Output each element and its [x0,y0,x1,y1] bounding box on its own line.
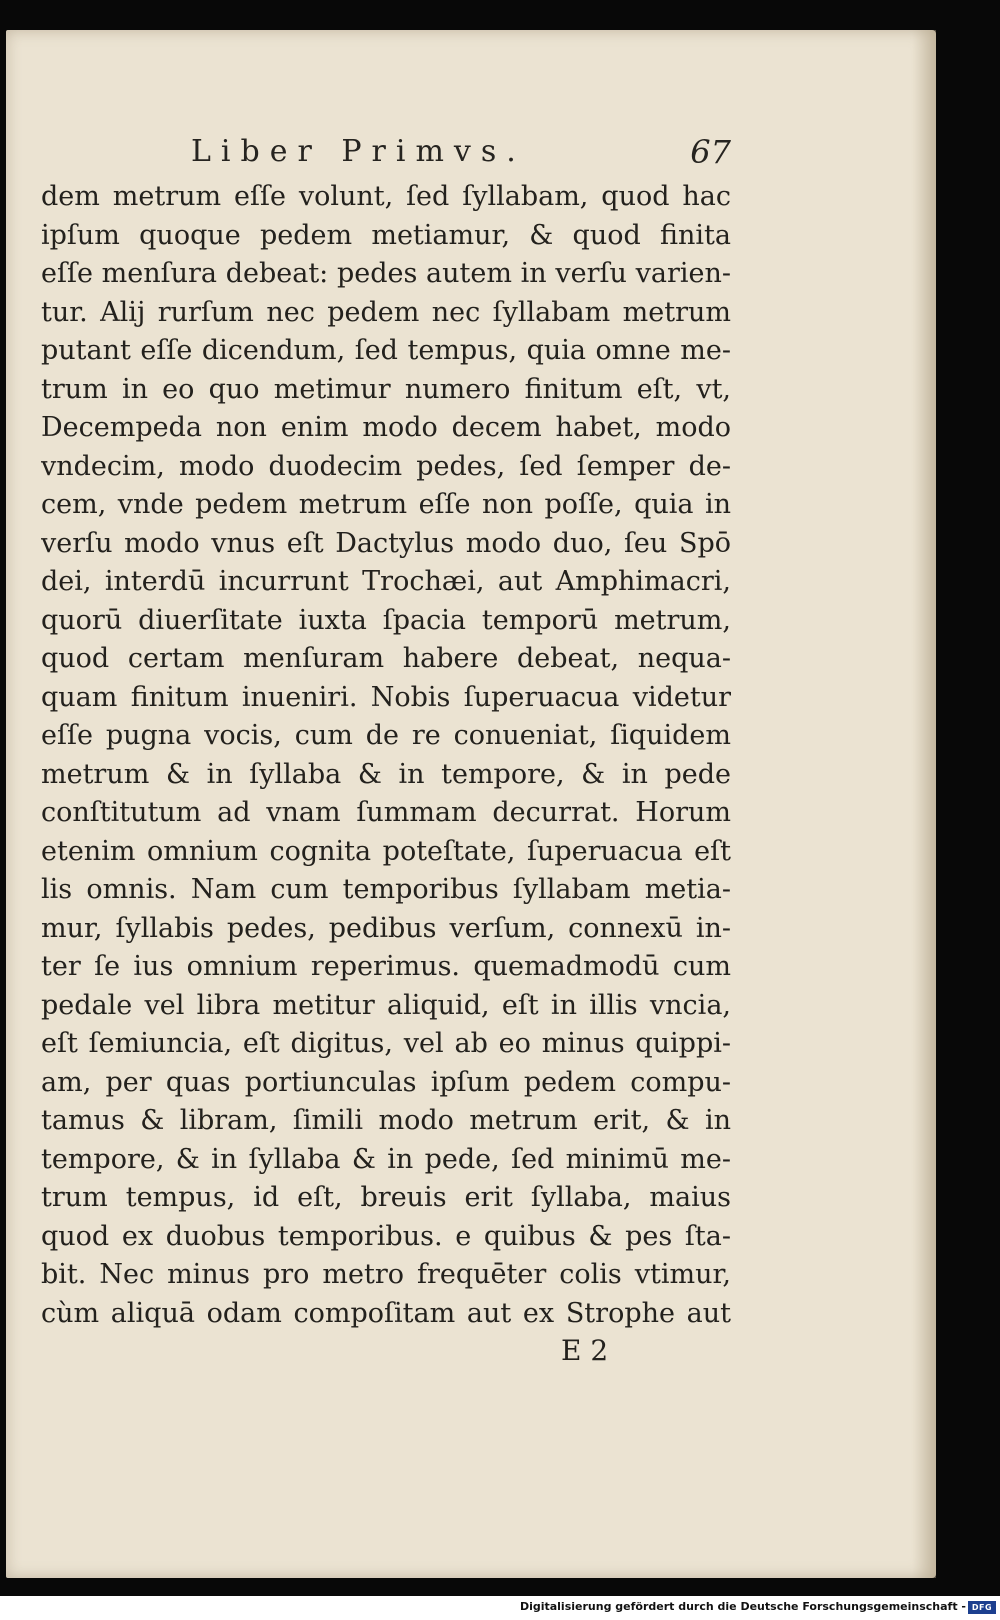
text-line: putant eſſe dicendum, ſed tempus, quia omne me- [41,335,731,366]
text-line: vndecim, modo duodecim pedes, ſed ſemper de- [41,450,731,482]
text-line: Decempeda non enim modo decem habet, modo [41,412,731,443]
text-line: quod certam menſuram habere debeat, nequa- [41,643,731,674]
running-head-title: Liber Primvs. [191,134,526,169]
footer-credit: Digitalisierung gefördert durch die Deutsche Forschungsgemeinschaft - [519,1600,966,1613]
text-line: dem metrum eſſe volunt, ſed ſyllabam, quod hac [41,181,731,212]
text-line: tempore, & in ſyllaba & in pede, ſed minimū me- [41,1143,731,1175]
text-line: ter ſe ius omnium reperimus. quemadmodū cum [41,951,731,982]
signature-mark: E 2 [561,1334,609,1367]
text-line: quod ex duobus temporibus. e quibus & pes ſta- [41,1220,731,1252]
text-line: trum tempus, id eſt, breuis erit ſyllaba, maius [41,1182,731,1213]
text-line: quorū diuerſitate iuxta ſpacia temporū metrum, [41,604,731,636]
page-number: 67 [690,133,731,171]
text-line: verſu modo vnus eſt Dactylus modo duo, ſeu Spō [41,527,731,559]
text-line: am, per quas portiunculas ipſum pedem compu- [41,1066,731,1098]
text-line: mur, ſyllabis pedes, pedibus verſum, connexū in- [41,912,731,944]
running-head [191,130,731,174]
text-line: eſſe menſura debeat: pedes autem in verſu varien- [41,258,731,289]
text-line: lis omnis. Nam cum temporibus ſyllabam metia- [41,874,731,905]
text-line: tamus & libram, ſimili modo metrum erit, & in [41,1105,731,1136]
body-text [41,178,731,1333]
text-line: conſtitutum ad vnam ſummam decurrat. Horum [41,797,731,828]
text-line: cem, vnde pedem metrum eſſe non poſſe, quia in [41,489,731,520]
text-line: tur. Alij rurſum nec pedem nec ſyllabam metrum [41,296,731,328]
dfg-logo-icon: DFG [968,1601,996,1614]
text-line: bit. Nec minus pro metro frequēter colis vtimur, [41,1259,731,1290]
text-line: quam finitum inueniri. Nobis ſuperuacua videtur [41,681,731,713]
text-line: cùm aliquā odam compoſitam aut ex Strophe aut [41,1297,731,1329]
text-line: eſt ſemiuncia, eſt digitus, vel ab eo minus quippi- [41,1028,731,1059]
text-line: eſſe pugna vocis, cum de re conueniat, ſiquidem [41,720,731,751]
text-line: pedale vel libra metitur aliquid, eſt in illis vncia, [41,989,731,1021]
text-line: metrum & in ſyllaba & in tempore, & in pede [41,758,731,790]
text-line: etenim omnium cognita poteſtate, ſuperuacua eſt [41,835,731,867]
digitization-footer [0,1596,1000,1620]
text-line: dei, interdū incurrunt Trochæi, aut Amphimacri, [41,566,731,597]
text-line: trum in eo quo metimur numero finitum eſt, vt, [41,373,731,405]
text-line: ipſum quoque pedem metiamur, & quod finita [41,219,731,251]
book-page [6,30,936,1578]
